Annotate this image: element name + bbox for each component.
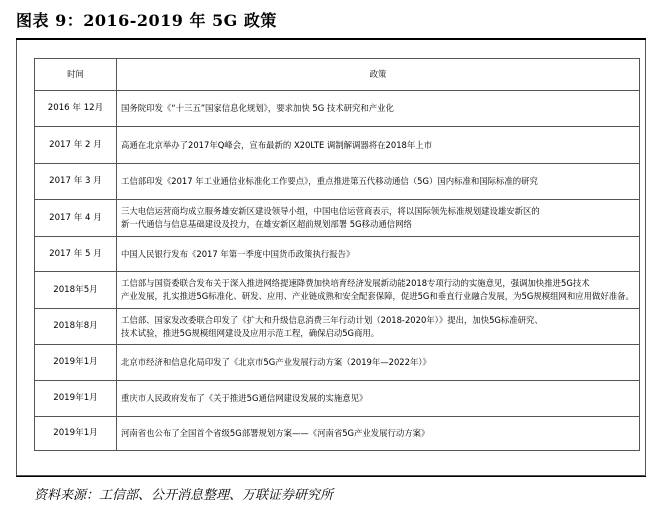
policy-line: 产业发展，扎实推进5G标准化、研发、应用、产业链成熟和安全配套保障，促进5G和垂直行业融合发展，为5G规模组网和应用做好准备。 — [121, 291, 634, 301]
date-cell: 2016 年 12月 — [35, 91, 117, 127]
header-policy: 政策 — [117, 59, 640, 91]
date-cell: 2017 年 5 月 — [35, 237, 117, 272]
header-date: 时间 — [35, 59, 117, 91]
policy-line: 工信部与国资委联合发布关于深入推进网络提速降费加快培育经济发展新动能2018专项行动的实施意见，强调加快推进5G技术 — [121, 278, 590, 288]
table-row — [35, 91, 640, 127]
policy-cell — [117, 127, 640, 164]
date-cell: 2017 年 2 月 — [35, 127, 117, 164]
policy-cell — [117, 345, 640, 381]
date-cell: 2017 年 3 月 — [35, 164, 117, 200]
date-cell: 2017 年 4 月 — [35, 200, 117, 237]
policy-line: 北京市经济和信息化局印发了《北京市5G产业发展行动方案（2019年—2022年）》 — [121, 357, 431, 367]
table-row — [35, 200, 640, 237]
policy-line: 工信部、国家发改委联合印发了《扩大和升级信息消费三年行动计划（2018-2020年）》提出，加快5G标准研究、 — [121, 314, 543, 325]
table-row — [35, 417, 640, 451]
table-row — [35, 272, 640, 309]
policy-line: 新一代通信与信息基础建设及投力，在雄安新区超前规划部署 5G移动通信网络 — [121, 219, 412, 229]
date-cell: 2019年1月 — [35, 345, 117, 381]
policy-cell — [117, 91, 640, 127]
policy-line: 国务院印发《“十三五”国家信息化规划》，要求加快 5G 技术研究和产业化 — [121, 103, 394, 113]
policy-line: 河南省也公布了全国首个省级5G部署规划方案——《河南省5G产业发展行动方案》 — [121, 428, 430, 438]
policy-line: 工信部印发《2017 年工业通信业标准化工作要点》，重点推进第五代移动通信（5G）国内标准和国际标准的研究 — [121, 176, 538, 186]
source-note: 资料来源：工信部、公开消息整理、万联证券研究所 — [34, 488, 334, 503]
policy-line: 高通在北京举办了2017年Q峰会，宣布最新的 X20LTE 调制解调器将在2018年上市 — [121, 139, 432, 150]
table-row — [35, 309, 640, 345]
figure-title: 图表 9：2016-2019 年 5G 政策 — [16, 11, 277, 30]
policy-cell — [117, 417, 640, 451]
policy-line: 三大电信运营商均成立服务雄安新区建设领导小组，中国电信运营商表示，将以国际领先标准规划建设雄安新区的 — [121, 206, 540, 216]
policy-table — [34, 58, 640, 451]
bottom-rule — [16, 476, 646, 477]
table-row — [35, 127, 640, 164]
policy-cell — [117, 309, 640, 345]
policy-cell — [117, 164, 640, 200]
table-row — [35, 237, 640, 272]
policy-line: 技术试验，推进5G规模组网建设及应用示范工程，确保启动5G商用。 — [121, 327, 380, 338]
policy-cell — [117, 237, 640, 272]
table-row — [35, 345, 640, 381]
policy-cell — [117, 381, 640, 417]
date-cell: 2018年5月 — [35, 272, 117, 309]
date-cell: 2019年1月 — [35, 381, 117, 417]
table-row — [35, 164, 640, 200]
header-row — [35, 59, 640, 91]
table-row — [35, 381, 640, 417]
policy-line: 中国人民银行发布《2017 年第一季度中国货币政策执行报告》 — [121, 248, 355, 259]
policy-cell — [117, 272, 640, 309]
date-cell: 2018年8月 — [35, 309, 117, 345]
date-cell: 2019年1月 — [35, 417, 117, 451]
policy-line: 重庆市人民政府发布了《关于推进5G通信网建设发展的实施意见》 — [121, 393, 368, 403]
policy-cell — [117, 200, 640, 237]
